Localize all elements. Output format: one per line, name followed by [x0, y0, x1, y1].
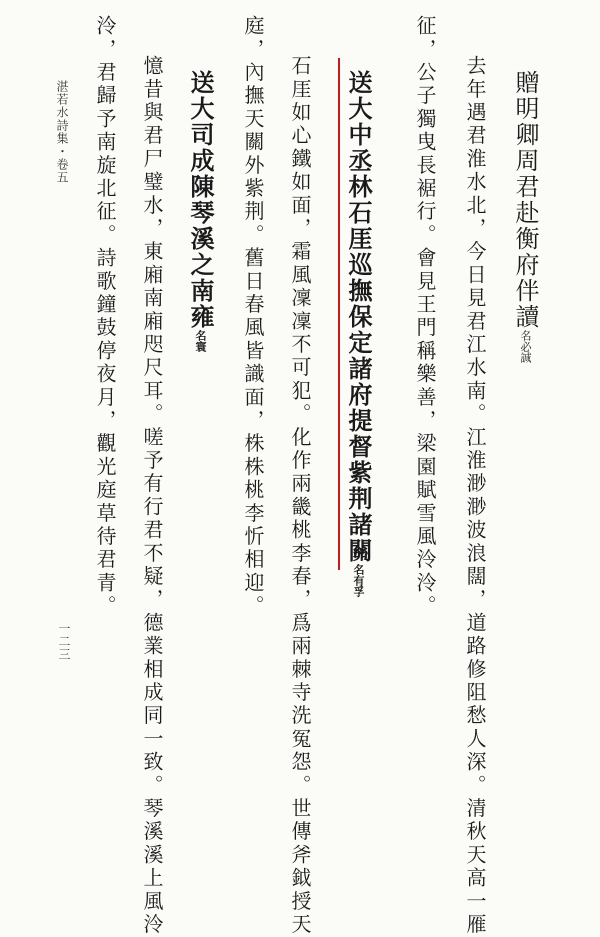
poem3-note: 名寰	[194, 330, 207, 352]
poem1-line-2: 征，公子獨曳長裾行。會見王門稱樂善，梁園賦雪風泠泠。	[413, 15, 437, 619]
red-annotation-line	[338, 58, 340, 570]
running-footer: 湛若水詩集・卷五	[55, 80, 69, 184]
poem3-title-text: 送大司成陳琴溪之南雍	[186, 70, 215, 330]
poem1-title-text: 贈明卿周君赴衡府伴讀	[511, 70, 539, 330]
poem3-title	[186, 70, 215, 352]
poem1-line-1: 去年遇君淮水北，今日見君江水南。江淮渺渺波浪闊，道路修阻愁人深。清秋天高一雁	[463, 55, 487, 937]
poem2-note: 名有孚	[352, 564, 365, 597]
poem2-line-1: 石厓如心鐵如面，霜風凜凜不可犯。化作兩畿桃李春，爲兩棘寺洗冤怨。世傳斧鉞授天	[288, 55, 312, 937]
poem2-line-2: 庭，內撫天關外紫荆。舊日春風皆識面，株株桃李忻相迎。	[241, 15, 265, 619]
poem2-title	[344, 70, 373, 597]
poem3-line-2: 泠，君歸予南旋北征。詩歌鐘鼓停夜月，觀光庭草待君青。	[93, 15, 117, 619]
poem1-note: 名必誠	[519, 330, 532, 363]
page-number: 一二三	[57, 622, 71, 661]
poem3-line-1: 憶昔與君尸璧水，東廂南廂咫尺耳。嗟予有行君不疑，德業相成同一致。琴溪溪上風泠	[140, 55, 164, 937]
poem1-title	[513, 70, 537, 363]
poem2-title-text: 送大中丞林石厓巡撫保定諸府提督紫荆諸關	[344, 70, 373, 564]
